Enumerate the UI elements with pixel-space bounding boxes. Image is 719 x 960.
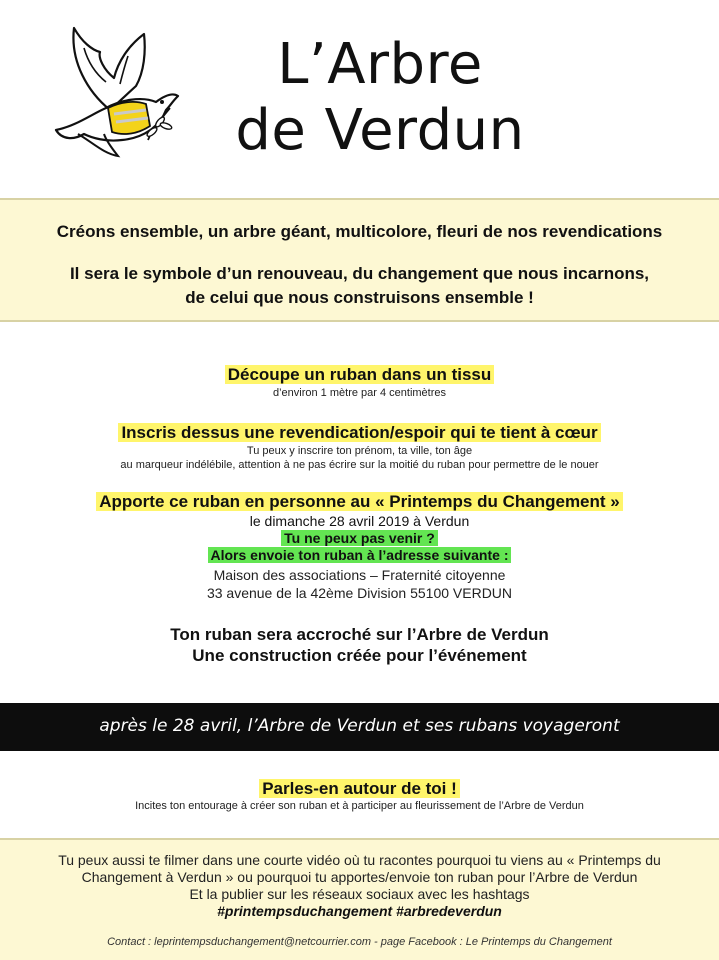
step-2-detail-2: au marqueur indélébile, attention à ne pas écrire sur la moitié du ruban pour permettre de le nouer xyxy=(120,459,599,471)
address-line-1: Maison des associations – Fraternité citoyenne xyxy=(213,567,506,583)
hashtags: #printempsduchangement #arbredeverdun xyxy=(217,903,502,919)
share-title: Parles-en autour de toi ! xyxy=(259,779,460,798)
step-3-title: Apporte ce ruban en personne au « Printemps du Changement » xyxy=(96,492,622,511)
send-ribbon-row xyxy=(0,547,719,565)
dove-with-yellow-vest-icon xyxy=(48,22,198,162)
step-3-date: le dimanche 28 avril 2019 à Verdun xyxy=(249,513,470,529)
step-2-title-row xyxy=(0,422,719,443)
intro-line-3: de celui que nous construisons ensemble ! xyxy=(185,288,534,307)
title-line-1: L’Arbre xyxy=(277,32,483,97)
page-title xyxy=(200,32,560,164)
intro-line-1: Créons ensemble, un arbre géant, multicolore, fleuri de nos revendications xyxy=(56,222,663,241)
bottom-line-2: Changement à Verdun » ou pourquoi tu apportes/envoie ton ruban pour l’Arbre de Verdun xyxy=(81,869,638,885)
travel-band-text: après le 28 avril, l’Arbre de Verdun et ses rubans voyageront xyxy=(99,716,620,736)
closing-line-2: Une construction créée pour l’événement xyxy=(192,646,527,665)
bottom-line-3: Et la publier sur les réseaux sociaux avec les hashtags xyxy=(189,886,530,902)
step-1-detail: d’environ 1 mètre par 4 centimètres xyxy=(272,387,447,399)
step-1-title-row xyxy=(0,364,719,385)
step-2-detail-1: Tu peux y inscrire ton prénom, ta ville, ton âge xyxy=(246,445,473,457)
share-title-row xyxy=(0,778,719,799)
share-detail: Incites ton entourage à créer son ruban et à participer au fleurissement de l’Arbre de Verdun xyxy=(135,800,584,812)
intro-line-2: Il sera le symbole d’un renouveau, du changement que nous incarnons, xyxy=(69,264,650,283)
cant-come-label: Tu ne peux pas venir ? xyxy=(281,530,438,546)
cant-come-row xyxy=(0,530,719,548)
send-ribbon-label: Alors envoie ton ruban à l’adresse suivante : xyxy=(208,547,512,563)
step-1-title: Découpe un ruban dans un tissu xyxy=(225,365,495,384)
step-3-title-row xyxy=(0,491,719,512)
title-line-2: de Verdun xyxy=(235,98,525,163)
closing-line-1: Ton ruban sera accroché sur l’Arbre de Verdun xyxy=(170,625,549,644)
step-2-title: Inscris dessus une revendication/espoir qui te tient à cœur xyxy=(118,423,600,442)
bottom-line-1: Tu peux aussi te filmer dans une courte vidéo où tu racontes pourquoi tu viens au « Printemps du xyxy=(58,852,661,868)
address-line-2: 33 avenue de la 42ème Division 55100 VERDUN xyxy=(206,585,513,601)
contact-line: Contact : leprintempsduchangement@netcourrier.com - page Facebook : Le Printemps du Changement xyxy=(107,936,612,948)
